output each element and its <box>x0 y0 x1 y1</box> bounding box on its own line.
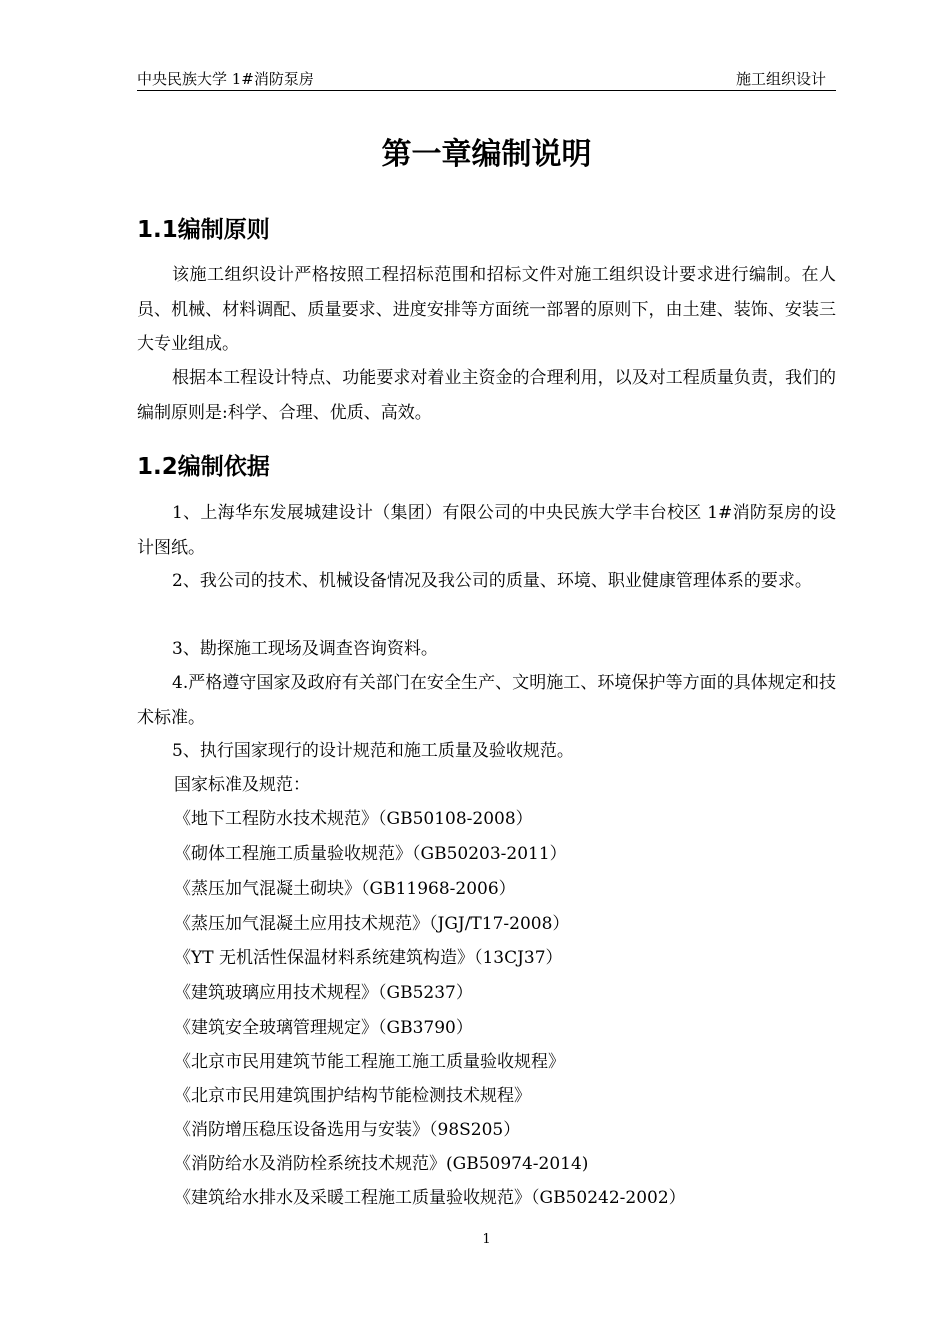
standard-item: 《北京市民用建筑节能工程施工施工质量验收规程》 <box>174 1052 565 1072</box>
paragraph-basis-1: 1、上海华东发展城建设计（集团）有限公司的中央民族大学丰台校区 1#消防泵房的设计图纸。 <box>137 503 836 558</box>
standard-item: 《地下工程防水技术规范》（GB50108-2008） <box>174 809 533 829</box>
standard-item: 《北京市民用建筑围护结构节能检测技术规程》 <box>174 1086 531 1106</box>
standard-item: 《蒸压加气混凝土应用技术规范》（JGJ/T17-2008） <box>174 914 570 934</box>
paragraph-principle-2: 根据本工程设计特点、功能要求对着业主资金的合理利用，以及对工程质量负责，我们的编制原则是:科学、合理、优质、高效。 <box>137 368 836 423</box>
header-document-type: 施工组织设计 <box>735 70 826 88</box>
header-project-name: 中央民族大学 1#消防泵房 <box>137 70 314 88</box>
standard-item: 《消防给水及消防栓系统技术规范》(GB50974-2014) <box>174 1154 589 1174</box>
standard-item: 《建筑玻璃应用技术规程》（GB5237） <box>174 983 473 1003</box>
paragraph-basis-5: 5、执行国家现行的设计规范和施工质量及验收规范。 <box>172 741 574 761</box>
standard-item: 《YT 无机活性保温材料系统建筑构造》（13CJ37） <box>174 948 563 968</box>
paragraph-basis-4: 4.严格遵守国家及政府有关部门在安全生产、文明施工、环境保护等方面的具体规定和技术标准。 <box>137 673 836 728</box>
standard-item: 《建筑给水排水及采暖工程施工质量验收规范》（GB50242-2002） <box>174 1188 686 1208</box>
section-heading-1-2: 1.2编制依据 <box>137 454 270 480</box>
paragraph-principle-1: 该施工组织设计严格按照工程招标范围和招标文件对施工组织设计要求进行编制。在人员、机械、材料调配、质量要求、进度安排等方面统一部署的原则下，由土建、装饰、安装三大专业组成。 <box>137 265 836 354</box>
chapter-title: 第一章编制说明 <box>381 137 592 172</box>
page-number: 1 <box>482 1232 491 1247</box>
paragraph-basis-2: 2、我公司的技术、机械设备情况及我公司的质量、环境、职业健康管理体系的要求。 <box>172 571 812 591</box>
paragraph-basis-3: 3、勘探施工现场及调查咨询资料。 <box>172 639 438 659</box>
page-header <box>137 66 836 91</box>
standard-item: 《消防增压稳压设备选用与安装》（98S205） <box>174 1120 521 1140</box>
standard-item: 《砌体工程施工质量验收规范》（GB50203-2011） <box>174 844 567 864</box>
section-heading-1-1: 1.1编制原则 <box>137 217 270 243</box>
standards-label: 国家标准及规范： <box>174 775 310 795</box>
standard-item: 《建筑安全玻璃管理规定》（GB3790） <box>174 1018 473 1038</box>
standard-item: 《蒸压加气混凝土砌块》（GB11968-2006） <box>174 879 516 899</box>
